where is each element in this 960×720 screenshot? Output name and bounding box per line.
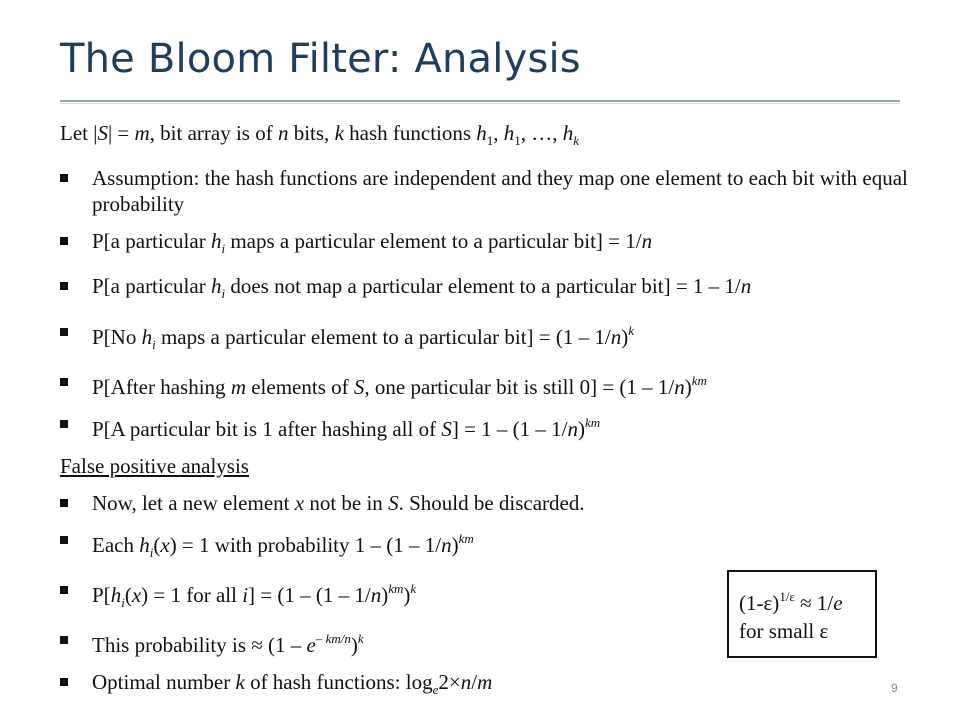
bullet-text: P[a particular $h_i$ maps a particular element to a particular bit] = 1/n — [92, 229, 653, 257]
square-bullet-icon — [60, 378, 68, 386]
square-bullet-icon — [60, 636, 68, 644]
bullet-new-element — [60, 490, 910, 516]
approximation-note-box — [727, 570, 877, 658]
intro-line: Let |S| = m, bit array is of n bits, k hash functions $h_1$, $h_1$, …, $h_k$ — [60, 121, 580, 149]
bullet-text: P[A particular bit is 1 after hashing all of S] = 1 – (1 – 1/n)$^{km}$ — [92, 414, 601, 441]
square-bullet-icon — [60, 237, 68, 245]
square-bullet-icon — [60, 536, 68, 544]
bullet-text: Each $h_i(x) = 1$ with probability 1 – (1 – 1/n)$^{km}$ — [92, 530, 474, 560]
title-divider — [60, 100, 900, 102]
bullet-text: P[a particular $h_i$ does not map a particular element to a particular bit] = 1 – 1/n — [92, 274, 752, 302]
square-bullet-icon — [60, 586, 68, 594]
bullet-optimal-k — [60, 669, 910, 703]
square-bullet-icon — [60, 174, 68, 182]
bullet-prob-not-map — [60, 273, 910, 307]
bullet-text: This probability is ≈ $(1 - e^{- km/n})^k$ — [92, 631, 364, 658]
bullet-each-hash — [60, 527, 910, 566]
square-bullet-icon — [60, 328, 68, 336]
bullet-prob-one — [60, 411, 910, 442]
bullet-assumption — [60, 165, 910, 217]
slide-title: The Bloom Filter: Analysis — [60, 36, 581, 82]
bullet-text: Optimal number k of hash functions: $\log_e2\times n/m$ — [92, 670, 493, 698]
square-bullet-icon — [60, 678, 68, 686]
bullet-prob-map — [60, 228, 910, 262]
square-bullet-icon — [60, 499, 68, 507]
bullet-prob-still-zero — [60, 369, 910, 400]
section-heading: False positive analysis — [60, 453, 249, 478]
bullet-text: Assumption: the hash functions are independent and they map one element to each bit with equal probability — [92, 166, 908, 217]
bullet-text: Now, let a new element x not be in S. Should be discarded. — [92, 490, 585, 515]
note-line-1: $(1-\varepsilon)^{1/\varepsilon} \approx 1/e$ — [739, 589, 843, 615]
note-line-2: for small ε — [739, 619, 829, 643]
bullet-text: P[After hashing m elements of S, one particular bit is still 0] = (1 – 1/n)$^{km}$ — [92, 372, 707, 399]
bullet-prob-none — [60, 319, 910, 358]
square-bullet-icon — [60, 282, 68, 290]
bullet-text: $P[h_i(x) = 1$ for all i] = (1 – (1 – 1/n)$^{km}$)$^k$ — [92, 580, 417, 611]
square-bullet-icon — [60, 420, 68, 428]
bullet-text: P[No $h_i$ maps a particular element to a particular bit] = (1 – 1/n)$^k$ — [92, 322, 635, 352]
page-number: 9 — [891, 681, 898, 695]
